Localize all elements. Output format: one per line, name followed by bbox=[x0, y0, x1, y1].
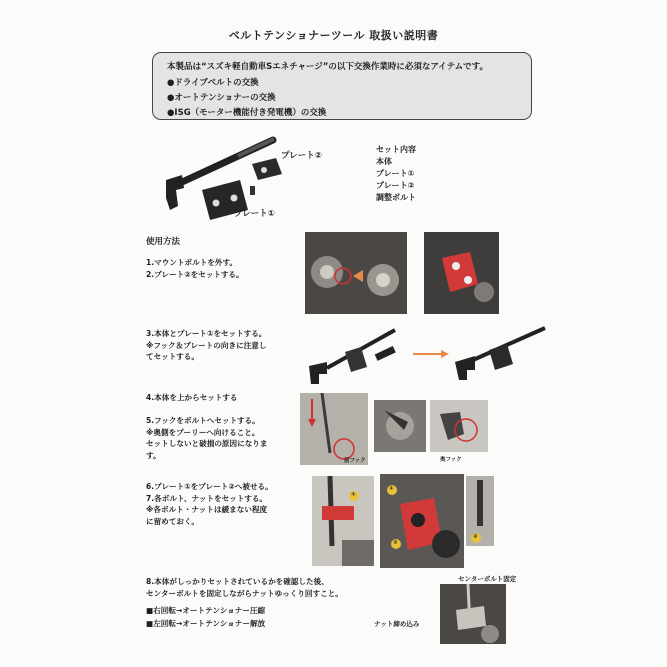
step-1-2-photo bbox=[305, 232, 407, 314]
plate-1-label: プレート① bbox=[234, 209, 275, 219]
marker-2: ② bbox=[393, 540, 398, 546]
plate-2-image bbox=[252, 158, 282, 180]
step-5: 5.フックをボルトへセットする。 ※奥側をプーリーへ向けること。 セットしないと破損の原因になりま す。 bbox=[146, 416, 268, 460]
set-contents bbox=[376, 144, 416, 204]
center-bolt-caption: センターボルト固定 bbox=[458, 575, 517, 583]
step-8: 8.本体がしっかりセットされているかを確認した後、 センターボルトを固定しながらナットゆっくり回すこと。 bbox=[146, 577, 343, 598]
hook-front-caption: 前フック bbox=[344, 458, 366, 464]
step-7-photo bbox=[380, 474, 464, 568]
set-item: 本体 bbox=[376, 157, 392, 166]
set-contents-heading: セット内容 bbox=[376, 145, 416, 154]
step-7-bolt-photo bbox=[466, 476, 494, 546]
plate-2-label: プレート② bbox=[281, 151, 322, 161]
set-item: プレート② bbox=[376, 181, 415, 190]
set-item: プレート① bbox=[376, 169, 415, 178]
step-4-photo bbox=[300, 393, 368, 465]
hook-back-caption: 奥フック bbox=[440, 457, 462, 463]
adjust-bolt-image bbox=[250, 186, 255, 195]
step-6-7: 6.プレート①をプレート②へ被せる。 7.各ボルト、ナットをセットする。 ※各ボルト・ナットは緩まない程度 に留めておく。 bbox=[146, 482, 273, 526]
set-item: 調整ボルト bbox=[376, 193, 416, 202]
usage-heading: 使用方法 bbox=[146, 237, 181, 247]
intro-lead: 本製品は“スズキ軽自動車Sエネチャージ”の以下交換作業時に必須なアイテムです。 bbox=[167, 62, 489, 72]
rotation-left: ■左回転→オートテンショナー解放 bbox=[146, 619, 266, 628]
intro-item: ●オートテンショナーの交換 bbox=[167, 93, 276, 103]
marker-1: ① bbox=[389, 486, 394, 492]
nut-caption: ナット締め込み bbox=[374, 620, 420, 628]
step-3: 3.本体とプレート①をセットする。 ※フック＆プレートの向きに注意し てセットする。 bbox=[146, 329, 267, 361]
tool-set-illustration bbox=[158, 128, 308, 228]
step-6-photo bbox=[312, 476, 374, 566]
marker-1: ① bbox=[351, 492, 356, 498]
step-8-photo bbox=[440, 584, 506, 644]
marker-2: ② bbox=[473, 534, 478, 540]
step-5-photo-b bbox=[430, 400, 488, 452]
rotation-right: ■右回転→オートテンショナー圧縮 bbox=[146, 606, 266, 615]
step-2-photo bbox=[424, 232, 499, 314]
step-5-photo-a bbox=[374, 400, 426, 452]
intro-item: ●ISG（モーター機能付き発電機）の交換 bbox=[167, 108, 327, 118]
intro-box bbox=[152, 52, 532, 120]
intro-item: ●ドライブベルトの交換 bbox=[167, 78, 259, 88]
step-4: 4.本体を上からセットする bbox=[146, 393, 238, 402]
step-1-2: 1.マウントボルトを外す。 2.プレート②をセットする。 bbox=[146, 258, 244, 279]
page-title: ベルトテンショナーツール 取扱い説明書 bbox=[228, 29, 439, 42]
step-3-illustration bbox=[305, 322, 555, 392]
